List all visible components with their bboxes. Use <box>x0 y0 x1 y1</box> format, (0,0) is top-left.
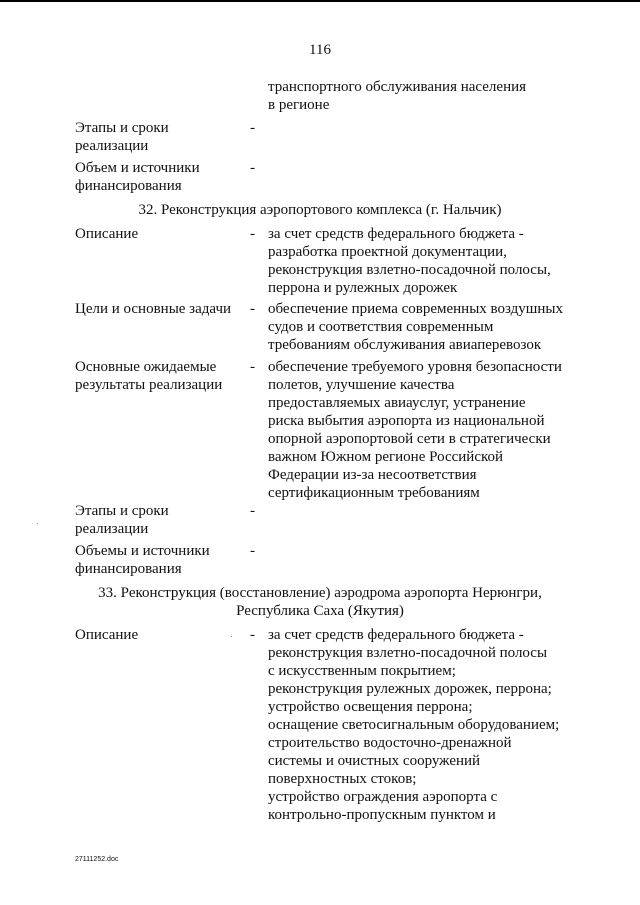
section-33-heading: 33. Реконструкция (восстановление) аэродрома аэропорта Нерюнгри, Республика Саха (Якутия) <box>98 585 542 619</box>
field-value: за счет средств федерального бюджета - реконструкция взлетно-посадочной полосы с искусственным покрытием; реконструкция рулежных дорожек, перрона; устройство освещения перрона; оснащение светосигнальным оборудованием; строительство водосточно-дренажной системы и очистных сооружений поверхностных стоков; устройство ограждения аэропорта с контрольно-пропускным пунктом и <box>268 627 560 823</box>
field-label: Описание <box>75 226 139 242</box>
field-dash: - <box>250 226 255 242</box>
scan-artifact <box>231 636 232 637</box>
field-dash: - <box>250 503 255 519</box>
document-filename: 27111252.doc <box>75 856 119 863</box>
field-dash: - <box>250 301 255 317</box>
field-value: обеспечение требуемого уровня безопасности полетов, улучшение качества предоставляемых авиауслуг, устранение риска выбытия аэропорта из национальной опорной аэропортовой сети в стратегически важном Южном регионе Российской Федерации из-за несоответствия сертификационным требованиям <box>268 359 562 501</box>
field-dash: - <box>250 359 255 375</box>
page-number: 116 <box>309 42 331 58</box>
text-line: в регионе <box>268 97 330 113</box>
text-line: транспортного обслуживания населения <box>268 79 527 95</box>
field-value: за счет средств федерального бюджета - разработка проектной документации, реконструкция взлетно-посадочной полосы, перрона и рулежных дорожек <box>268 226 551 296</box>
field-label: Объемы и источники финансирования <box>75 543 210 577</box>
section-32-heading: 32. Реконструкция аэропортового комплекса (г. Нальчик) <box>138 202 502 218</box>
field-dash: - <box>250 120 255 136</box>
field-label: Цели и основные задачи <box>75 301 232 317</box>
field-label: Объем и источники финансирования <box>75 160 200 194</box>
field-label: Этапы и сроки реализации <box>75 120 169 154</box>
field-label: Этапы и сроки реализации <box>75 503 169 537</box>
continuation-text <box>268 78 573 114</box>
field-label: Описание <box>75 627 139 643</box>
field-dash: - <box>250 543 255 559</box>
field-dash: - <box>250 160 255 176</box>
field-label: Основные ожидаемые результаты реализации <box>75 359 223 393</box>
scan-artifact <box>37 523 38 524</box>
page-top-border <box>0 0 640 2</box>
field-dash: - <box>250 627 255 643</box>
field-value: обеспечение приема современных воздушных судов и соответствия современным требованиям обслуживания авиаперевозок <box>268 301 563 353</box>
